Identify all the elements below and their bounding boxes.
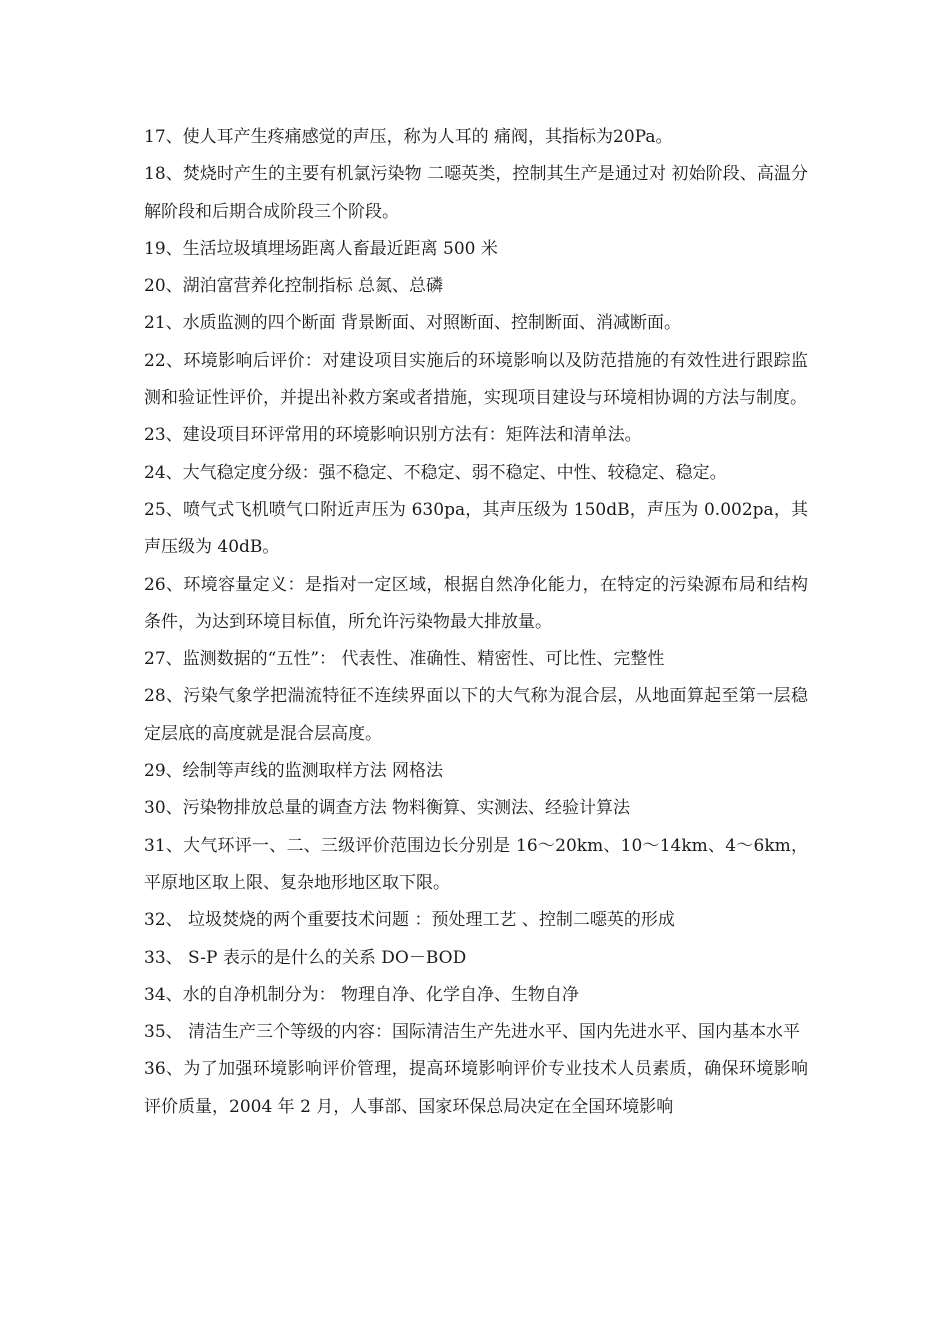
paragraph-26: 26、环境容量定义：是指对一定区域，根据自然净化能力，在特定的污染源布局和结构条件，为达到环境目标值，所允许污染物最大排放量。 — [144, 574, 808, 632]
paragraph-32: 32、 垃圾焚烧的两个重要技术问题 ：预处理工艺 、控制二噁英的形成 — [144, 910, 675, 931]
paragraph-36: 36、为了加强环境影响评价管理，提高环境影响评价专业技术人员素质，确保环境影响评价质量，2004 年 2 月，人事部、国家环保总局决定在全国环境影响 — [144, 1059, 808, 1117]
paragraph-28: 28、污染气象学把湍流特征不连续界面以下的大气称为混合层，从地面算起至第一层稳定层底的高度就是混合层高度。 — [144, 686, 808, 744]
paragraph-35: 35、 清洁生产三个等级的内容：国际清洁生产先进水平、国内先进水平、国内基本水平 — [144, 1022, 801, 1043]
document-body — [144, 119, 808, 1126]
paragraph-20: 20、湖泊富营养化控制指标 总氮、总磷 — [144, 276, 444, 297]
paragraph-25: 25、喷气式飞机喷气口附近声压为 630pa，其声压级为 150dB，声压为 0.002pa，其声压级为 40dB。 — [144, 499, 808, 558]
paragraph-31: 31、大气环评一、二、三级评价范围边长分别是 16～20km、10～14km、4～6km，平原地区取上限、复杂地形地区取下限。 — [144, 835, 808, 893]
paragraph-22: 22、环境影响后评价：对建设项目实施后的环境影响以及防范措施的有效性进行跟踪监测和验证性评价，并提出补救方案或者措施，实现项目建设与环境相协调的方法与制度。 — [144, 350, 808, 409]
paragraph-24: 24、大气稳定度分级：强不稳定、不稳定、弱不稳定、中性、较稳定、稳定。 — [144, 462, 727, 483]
paragraph-33: 33、 S-P 表示的是什么的关系 DO－BOD — [144, 947, 467, 968]
paragraph-23: 23、建设项目环评常用的环境影响识别方法有：矩阵法和清单法。 — [144, 425, 642, 446]
paragraph-34: 34、水的自净机制分为： 物理自净、化学自净、生物自净 — [144, 984, 580, 1005]
paragraph-27: 27、监测数据的“五性”： 代表性、准确性、精密性、可比性、完整性 — [144, 649, 665, 670]
paragraph-30: 30、污染物排放总量的调查方法 物料衡算、实测法、经验计算法 — [144, 798, 631, 819]
paragraph-29: 29、绘制等声线的监测取样方法 网格法 — [144, 761, 444, 782]
paragraph-19: 19、生活垃圾填埋场距离人畜最近距离 500 米 — [144, 238, 498, 259]
paragraph-18: 18、焚烧时产生的主要有机氯污染物 二噁英类，控制其生产是通过对 初始阶段、高温分解阶段和后期合成阶段三个阶段。 — [144, 164, 808, 222]
paragraph-21: 21、水质监测的四个断面 背景断面、对照断面、控制断面、消减断面。 — [144, 313, 682, 334]
paragraph-17: 17、使人耳产生疼痛感觉的声压，称为人耳的 痛阀，其指标为20Pa。 — [144, 127, 673, 147]
